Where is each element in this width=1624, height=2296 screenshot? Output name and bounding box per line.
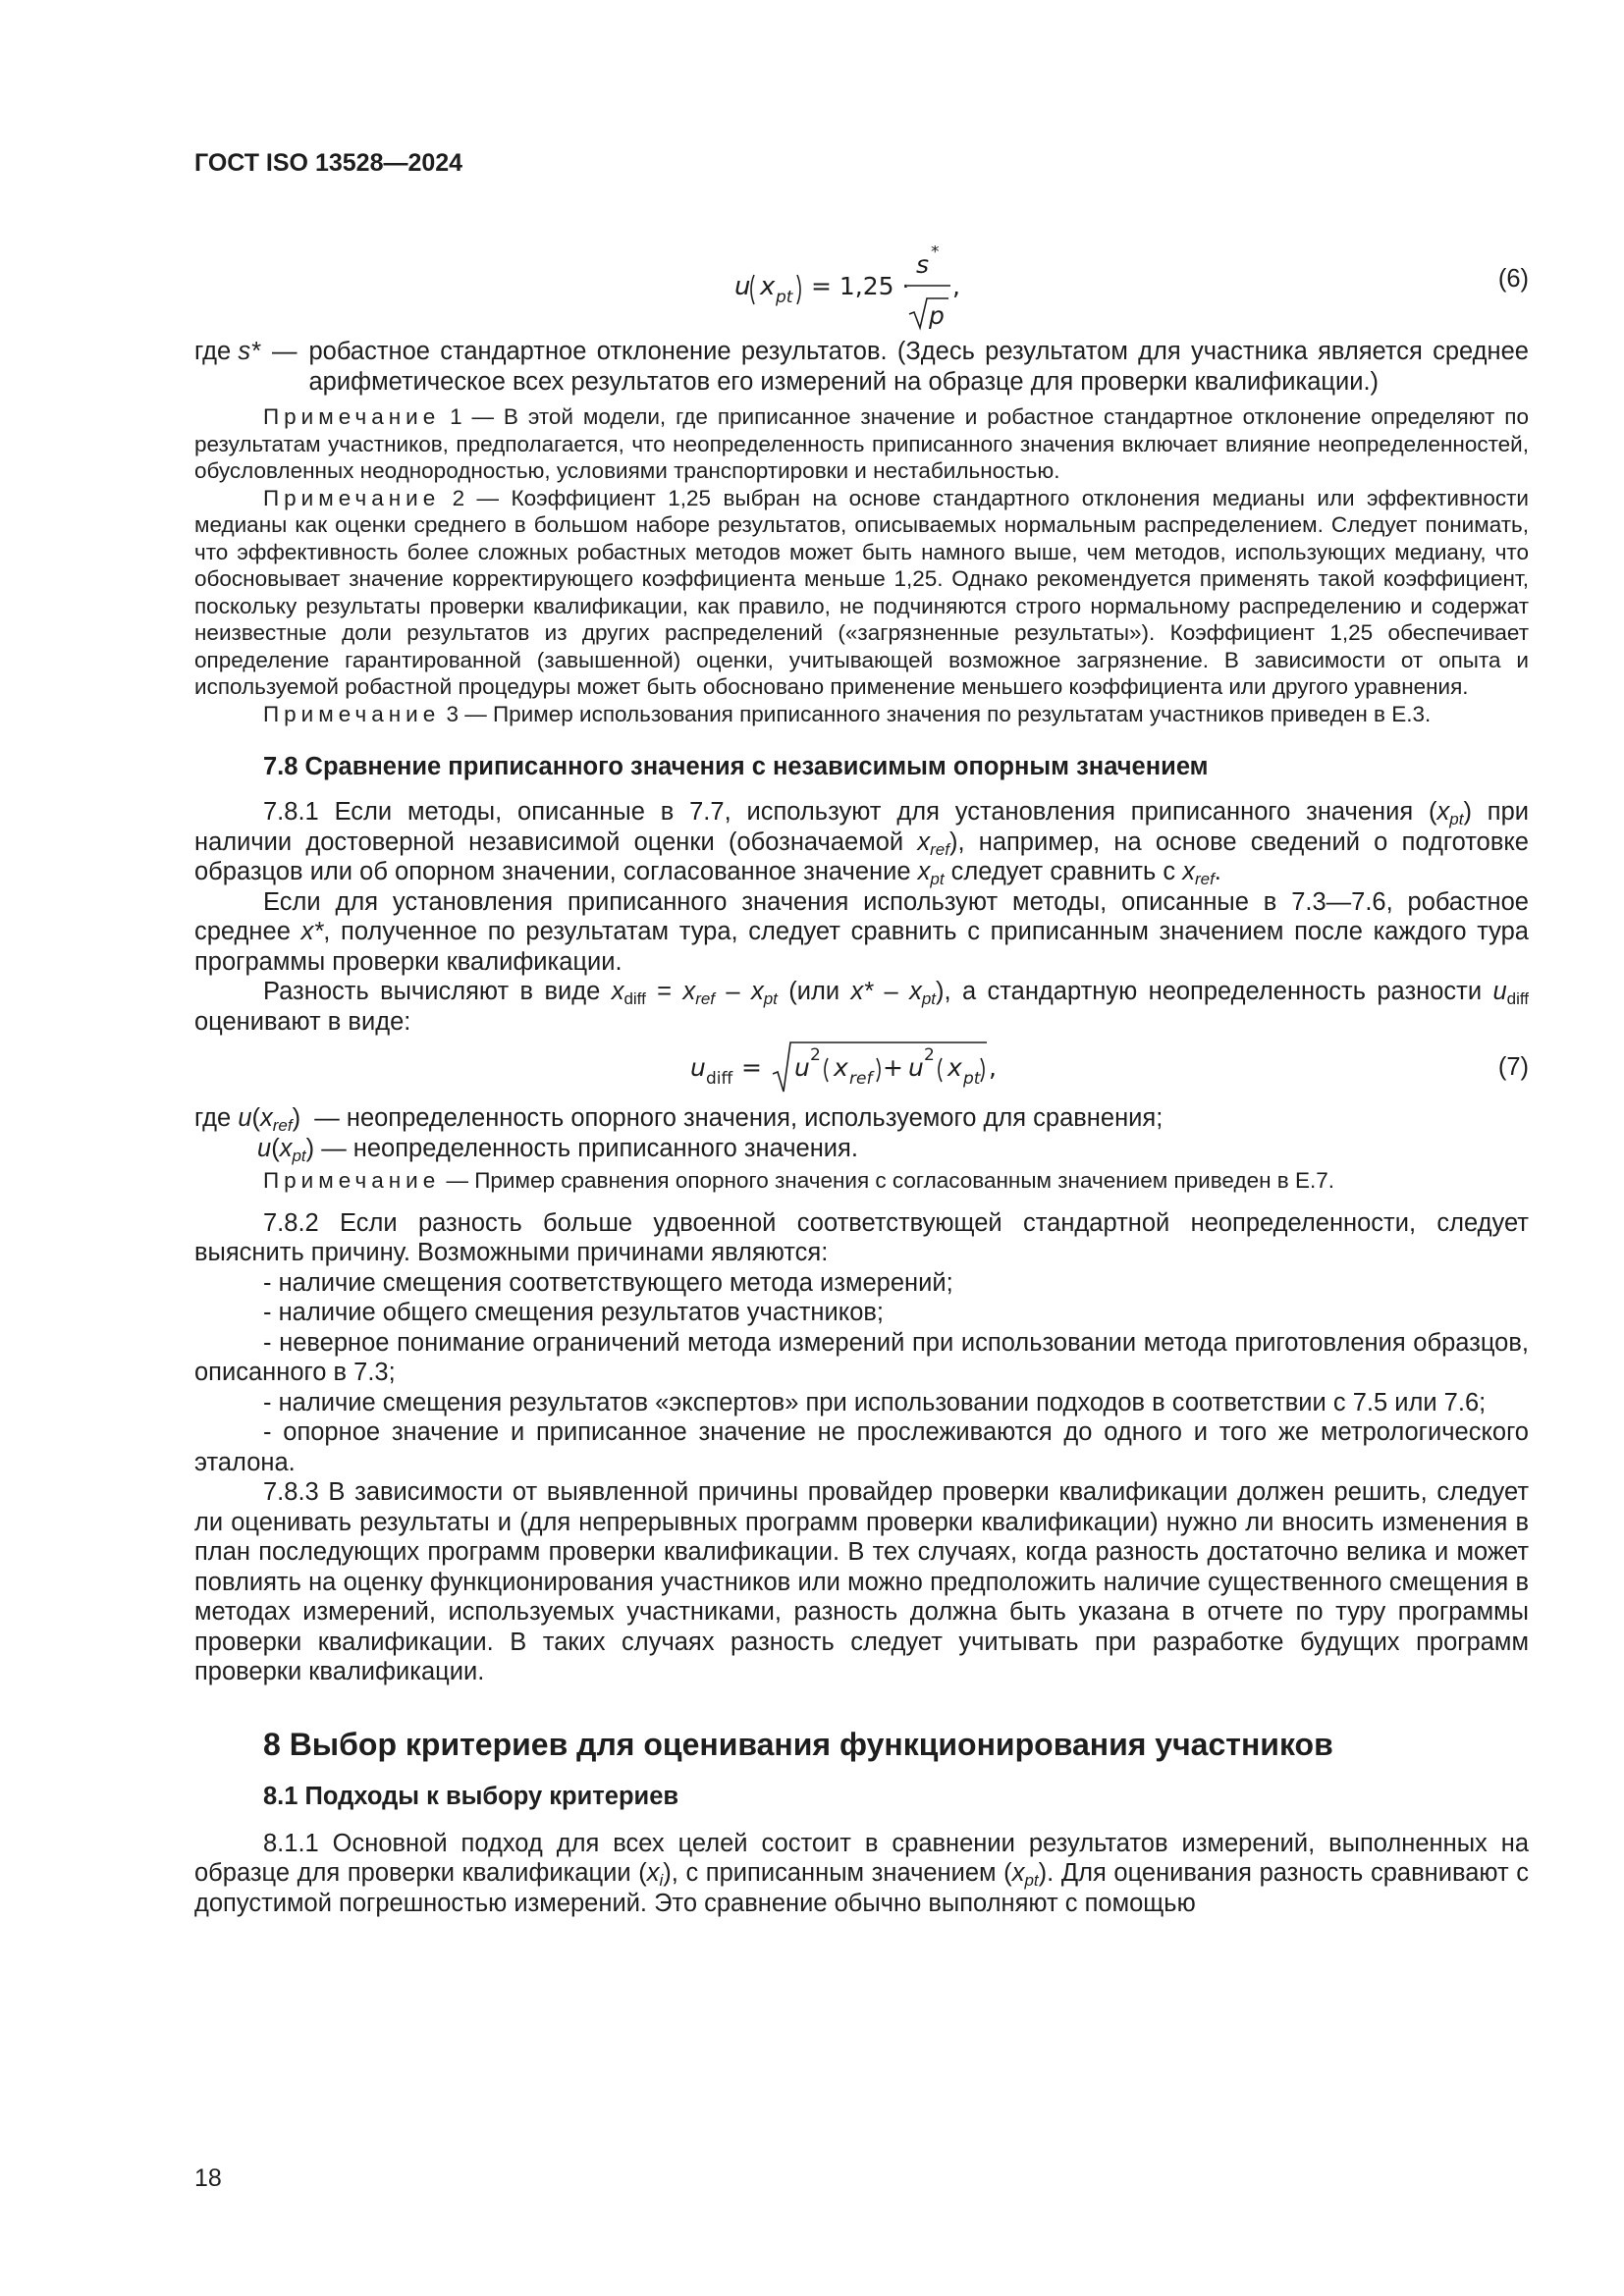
equation-7: [194, 1037, 1529, 1099]
eq6-x: x: [760, 272, 776, 301]
note-1-label: Примечание: [263, 404, 441, 429]
list-item: - неверное понимание ограничений метода измерений при использовании метода приготовления образцов, описанного в 7.3;: [194, 1328, 1529, 1386]
paragraph-7-8-1-c: Разность вычисляют в виде $x_{diff} = x_{ref} - x_{pt}$ (или $x* - x_{pt}$), а стандартную неопределенность разности $u_{diff}$ оценивают в виде:: [194, 978, 1530, 1036]
list-item: - опорное значение и приписанное значение не прослеживаются до одного и того же метрологического эталона.: [194, 1418, 1529, 1476]
note-3: [194, 701, 1529, 728]
page-number: 18: [194, 2164, 222, 2192]
note-7-8: Примечание — Пример сравнения опорного значения с согласованным значением приведен в Е.7.: [263, 1168, 1335, 1193]
equation-6-formula: [734, 245, 990, 339]
paragraph-8-1-1: 8.1.1 Основной подход для всех целей состоит в сравнении результатов измерений, выполненных на образце для проверки квалификации $(x_i)$, с приписанным значением $(x_{pt})$. Для оценивания разность сравнивают с допустимой погрешностью измерений. Это сравнение обычно выполняют с помощью: [194, 1829, 1529, 1917]
eq6-sub: pt: [776, 288, 793, 307]
svg-text:u: u: [908, 1053, 924, 1082]
document-header: ГОСТ ISO 13528—2024: [194, 149, 463, 177]
list-item: - наличие смещения результатов «экспертов» при использовании подходов в соответствии с 7.5 или 7.6;: [263, 1388, 1487, 1416]
where-lead: где: [194, 338, 232, 365]
list-item: - наличие общего смещения результатов участников;: [263, 1299, 885, 1326]
eq7-u: u: [690, 1053, 706, 1082]
eq6-num-star: *: [931, 245, 940, 262]
svg-text:,: ,: [989, 1053, 997, 1082]
note-2: [194, 485, 1529, 701]
section-8-heading: 8 Выбор критериев для оценивания функционирования участников: [263, 1726, 1333, 1762]
equation-6: [194, 245, 1529, 337]
svg-text:x: x: [947, 1053, 962, 1082]
paragraph-7-8-1-b: Если для установления приписанного значения используют методы, описанные в 7.3—7.6, робастное среднее x*, полученное по результатам тура, следует сравнить с приписанным значением после каждого тура программы проверки квалификации.: [194, 887, 1529, 976]
eq7-eq: =: [741, 1053, 762, 1082]
svg-text:u: u: [794, 1053, 810, 1082]
list-item: - наличие смещения соответствующего метода измерений;: [263, 1268, 953, 1297]
svg-text:2: 2: [810, 1045, 821, 1065]
svg-text:x: x: [834, 1053, 848, 1082]
eq6-num-s: s: [916, 250, 930, 279]
paragraph-7-8-2: 7.8.2 Если разность больше удвоенной соответствующей стандартной неопределенности, следует выяснить причину. Возможными причинами являются:: [194, 1208, 1529, 1266]
where-s-dash: —: [272, 338, 298, 365]
page-content: [194, 245, 1530, 1918]
svg-text:ref: ref: [849, 1069, 873, 1089]
section-7-8-heading: 7.8 Сравнение приписанного значения с независимым опорным значением: [263, 753, 1209, 780]
svg-text:2: 2: [924, 1045, 935, 1065]
eq6-comma: ,: [952, 272, 960, 300]
note-3-label: Примечание: [263, 701, 441, 726]
where-s-text: робастное стандартное отклонение результатов. (Здесь результатом для участника является среднее арифметическое всех результатов его измерений на образце для проверки квалификации.): [308, 338, 1529, 396]
note-1: [194, 403, 1529, 485]
eq6-coef: = 1,25 ·: [811, 272, 910, 300]
note-3-text: 3 — Пример использования приписанного значения по результатам участников приведен в Е.3.: [440, 701, 1432, 726]
eq7-sub: diff: [706, 1069, 733, 1089]
paragraph-7-8-1: 7.8.1 Если методы, описанные в 7.7, используют для установления приписанного значения $(x_{pt})$ при наличии достоверной независимой оценки (обозначаемой $x_{ref}$), например, на основе сведений о подготовке образцов или об опорном значении, согласованное значение $x_{pt}$ следует сравнить с $x_{ref}$.: [194, 798, 1530, 888]
notes-block-a: [194, 403, 1529, 727]
equation-7-formula: [690, 1037, 1044, 1099]
section-8-1-heading: 8.1 Подходы к выбору критериев: [263, 1782, 679, 1810]
paragraph-7-8-3: 7.8.3 В зависимости от выявленной причины провайдер проверки квалификации должен решить, следует ли оценивать результаты и (для непрерывных программ проверки квалификации) нужно ли вносить изменения в план последующих программ проверки квалификации. В тех случаях, когда разность достаточно велика и может повлиять на оценку функционирования участников или можно предположить наличие существенного смещения в методах измерений, используемых участниками, разность должна быть указана в отчете по туру программы проверки квалификации. В таких случаях разность следует учитывать при разработке будущих программ проверки квалификации.: [194, 1478, 1529, 1685]
svg-text:pt: pt: [963, 1069, 981, 1089]
note-1-text: 1 — В этой модели, где приписанное значение и робастное стандартное отклонение определяют по результатам участников, предполагается, что неопределенность приписанного значения включает влияние неопределенностей, обусловленных неоднородностью, условиями транспортировки и нестабильностью.: [194, 404, 1529, 483]
where-s-definition: [194, 337, 1529, 397]
where-s-symbol: s*: [238, 338, 260, 365]
note-2-label: Примечание: [263, 485, 441, 510]
where-7-line-1: где $u(x_{ref})$ — неопределенность опорного значения, используемого для сравнения;: [194, 1104, 1164, 1135]
equation-6-number: (6): [1497, 265, 1529, 293]
note-2-text: 2 — Коэффициент 1,25 выбран на основе стандартного отклонения медианы или эффективности медианы как оценки среднего в большом наборе результатов, описываемых нормальным распределением. Следует понимать, что эффективность более сложных робастных методов может быть намного выше, чем методов, использующих медиану, что обосновывает значение корректирующего коэффициента меньше 1,25. Однако рекомендуется применять такой коэффициент, поскольку результаты проверки квалификации, как правило, не подчиняются строго нормальному распределению и содержат неизвестные доли результатов из других распределений («загрязненные результаты»). Коэффициент 1,25 обеспечивает определение гарантированной (завышенной) оценки, учитывающей возможное загрязнение. В зависимости от опыта и используемой робастной процедуры может быть обосновано применение меньшего коэффициента или другого уравнения.: [194, 485, 1529, 699]
eq6-u: u: [734, 272, 751, 301]
where-7-line-2: $u(x_{pt})$ — неопределенность приписанного значения.: [257, 1134, 858, 1165]
equation-7-number: (7): [1497, 1053, 1529, 1081]
svg-text:+: +: [883, 1053, 903, 1082]
eq6-den: p: [929, 301, 945, 330]
